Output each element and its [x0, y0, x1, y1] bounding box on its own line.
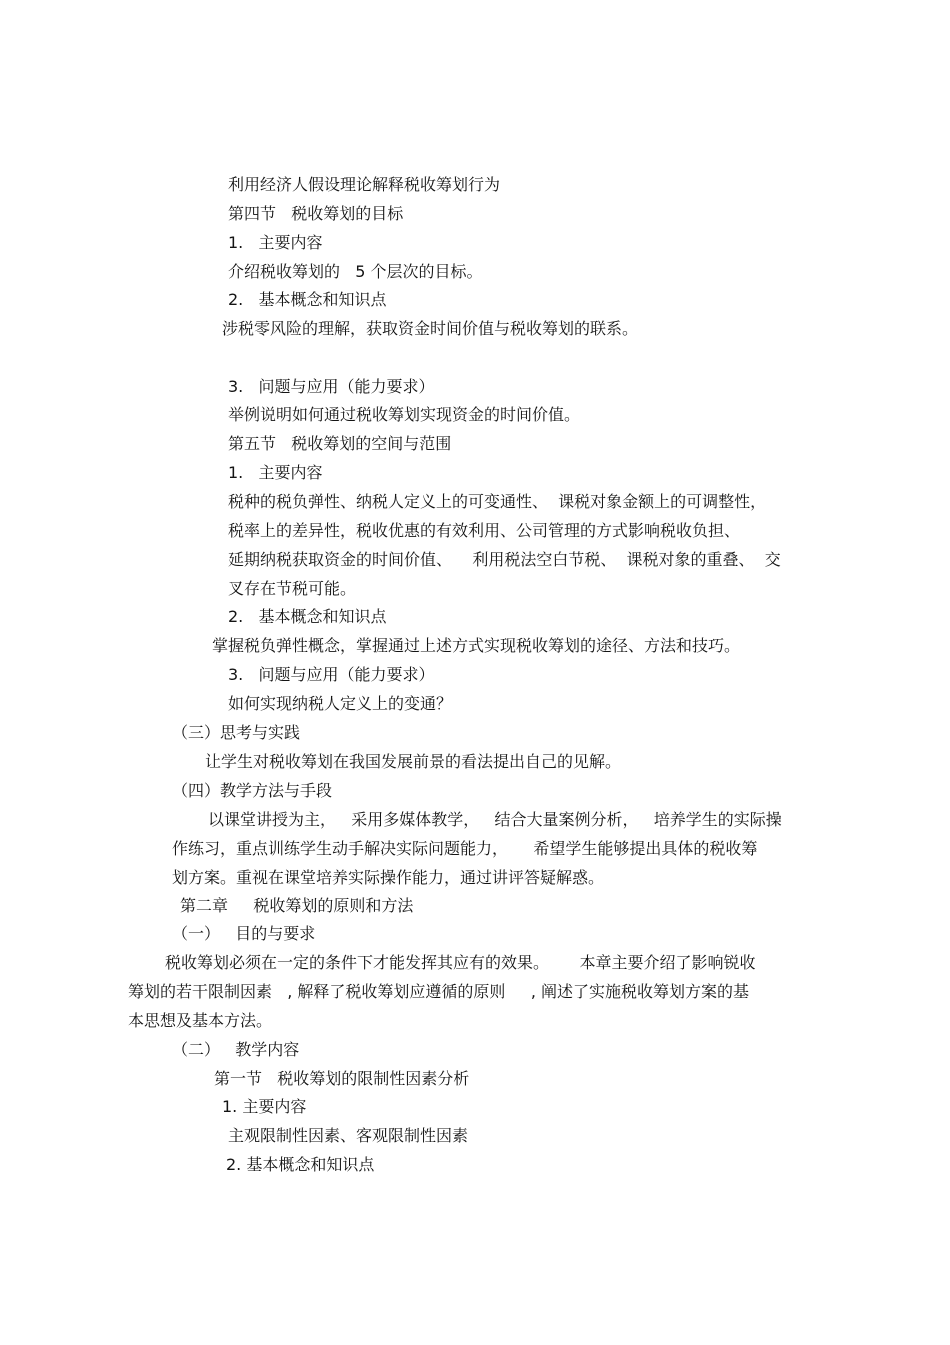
text-line: 税率上的差异性，税收优惠的有效利用、公司管理的方式影响税收负担、 [228, 521, 741, 540]
text-line: 2. 基本概念和知识点 [228, 607, 387, 626]
text-line: 2. 基本概念和知识点 [226, 1155, 375, 1174]
text-line: 作练习，重点训练学生动手解决实际问题能力， 希望学生能够提出具体的税收筹 [172, 839, 758, 858]
text-line: 叉存在节税可能。 [228, 579, 357, 598]
subsection-heading: （二） 教学内容 [172, 1040, 300, 1059]
text-line: 举例说明如何通过税收筹划实现资金的时间价值。 [228, 405, 581, 424]
text-line: 如何实现纳税人定义上的变通？ [228, 694, 453, 713]
text-line: 主观限制性因素、客观限制性因素 [228, 1126, 469, 1145]
text-line: 涉税零风险的理解，获取资金时间价值与税收筹划的联系。 [222, 319, 639, 338]
text-line: 1. 主要内容 [228, 463, 323, 482]
text-line: 本思想及基本方法。 [128, 1011, 273, 1030]
text-line: 划方案。重视在课堂培养实际操作能力，通过讲评答疑解惑。 [172, 868, 605, 887]
text-line: 1. 主要内容 [222, 1097, 307, 1116]
text-line: 让学生对税收筹划在我国发展前景的看法提出自己的见解。 [205, 752, 622, 771]
section-heading: 第一节 税收筹划的限制性因素分析 [214, 1069, 470, 1088]
text-line: 税种的税负弹性、纳税人定义上的可变通性、 课税对象金额上的可调整性， [228, 492, 767, 511]
text-line: 以课堂讲授为主， 采用多媒体教学， 结合大量案例分析， 培养学生的实际操 [208, 810, 782, 829]
text-line: 2. 基本概念和知识点 [228, 290, 387, 309]
text-line: 3. 问题与应用（能力要求） [228, 377, 435, 396]
text-line: 介绍税收筹划的 5 个层次的目标。 [228, 262, 483, 281]
text-line: 延期纳税获取资金的时间价值、 利用税法空白节税、 课税对象的重叠、 交 [228, 550, 781, 569]
subsection-heading: （一） 目的与要求 [172, 924, 316, 943]
text-line: 利用经济人假设理论解释税收筹划行为 [228, 175, 501, 194]
text-line: 3. 问题与应用（能力要求） [228, 665, 435, 684]
section-heading: 第五节 税收筹划的空间与范围 [228, 434, 452, 453]
subsection-heading: （四）教学方法与手段 [172, 781, 333, 800]
text-line: 筹划的若干限制因素 , 解释了税收筹划应遵循的原则 , 阐述了实施税收筹划方案的基 [128, 982, 750, 1001]
text-line: 掌握税负弹性概念，掌握通过上述方式实现税收筹划的途径、方法和技巧。 [212, 636, 741, 655]
subsection-heading: （三）思考与实践 [172, 723, 301, 742]
chapter-heading: 第二章 税收筹划的原则和方法 [180, 896, 414, 915]
section-heading: 第四节 税收筹划的目标 [228, 204, 404, 223]
text-line: 1. 主要内容 [228, 233, 323, 252]
text-line: 税收筹划必须在一定的条件下才能发挥其应有的效果。 本章主要介绍了影响锐收 [165, 953, 756, 972]
